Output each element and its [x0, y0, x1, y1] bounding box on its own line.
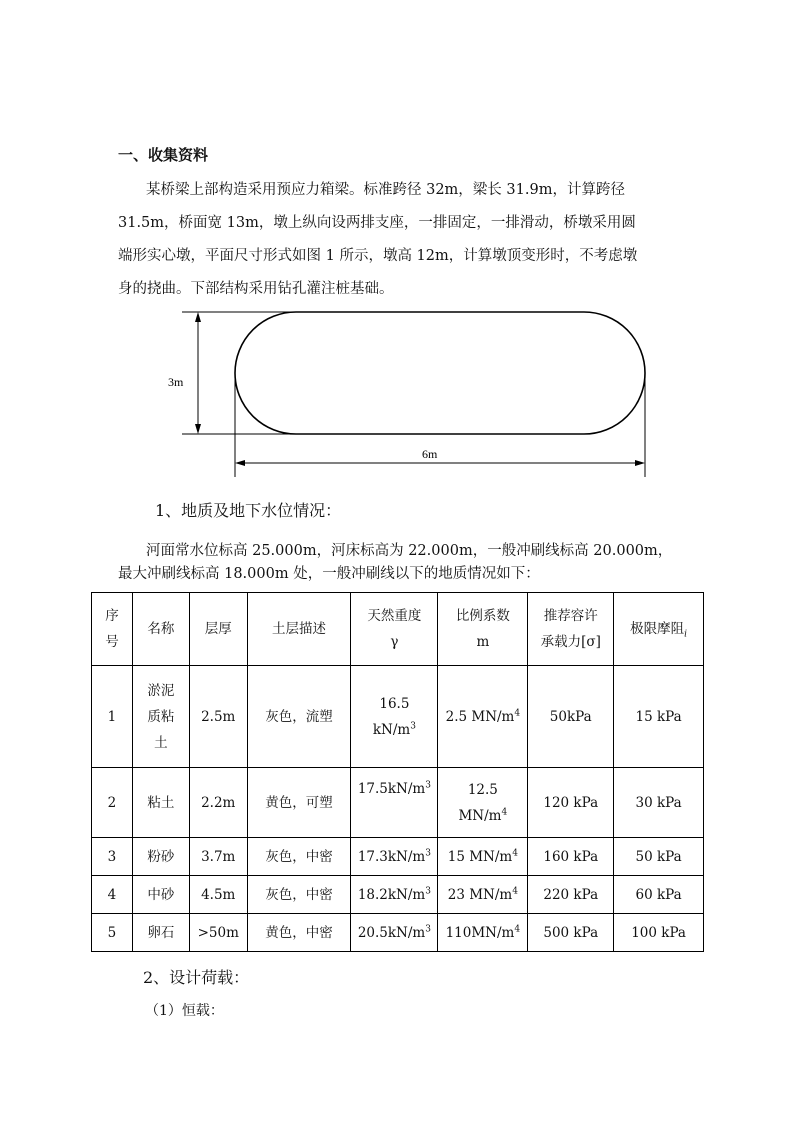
cell-thickness: 4.5m — [189, 876, 247, 914]
cell-name: 粘土 — [132, 768, 189, 838]
cell-description: 灰色，中密 — [247, 876, 351, 914]
water-level-line-2: 最大冲刷线标高 18.000m 处，一般冲刷线以下的地质情况如下： — [118, 566, 540, 582]
cell-unit-weight: $17.3kN/m^3$ — [351, 838, 438, 876]
cell-coefficient: 12.5 $MN/m^4$ — [438, 768, 528, 838]
pier-plan-figure — [160, 300, 660, 485]
cell-thickness: 3.7m — [189, 838, 247, 876]
geology-table — [91, 592, 704, 952]
cell-coefficient: 2.5 $MN/m^4$ — [438, 666, 528, 768]
intro-line-3: 端形实心墩，平面尺寸形式如图 1 所示，墩高 12m，计算墩顶变形时，不考虑墩 — [118, 248, 638, 264]
water-level-paragraph — [118, 535, 698, 591]
height-arrow-bottom — [195, 424, 201, 434]
cell-thickness: 2.5m — [189, 666, 247, 768]
cell-bearing-capacity: 220 kPa — [528, 876, 614, 914]
table-row — [92, 838, 704, 876]
cell-name: 卵石 — [132, 914, 189, 952]
cell-friction: 100 kPa — [614, 914, 704, 952]
cell-friction: 60 kPa — [614, 876, 704, 914]
cell-unit-weight: $17.5kN/m^3$ — [351, 768, 438, 838]
cell-unit-weight: $20.5kN/m^3$ — [351, 914, 438, 952]
height-dimension-label: 3m — [168, 375, 184, 389]
cell-unit-weight: $18.2kN/m^3$ — [351, 876, 438, 914]
header-no: 序 号 — [92, 593, 133, 666]
pier-outline — [235, 312, 645, 434]
cell-bearing-capacity: 120 kPa — [528, 768, 614, 838]
cell-no: 4 — [92, 876, 133, 914]
cell-name: 淤泥 质粘 土 — [132, 666, 189, 768]
intro-line-2: 31.5m，桥面宽 13m，墩上纵向设两排支座，一排固定，一排滑动，桥墩采用圆 — [118, 215, 636, 231]
cell-friction: 50 kPa — [614, 838, 704, 876]
intro-line-4: 身的挠曲。下部结构采用钻孔灌注桩基础。 — [118, 281, 394, 297]
cell-thickness: 2.2m — [189, 768, 247, 838]
cell-thickness: >50m — [189, 914, 247, 952]
cell-bearing-capacity: 160 kPa — [528, 838, 614, 876]
table-row — [92, 666, 704, 768]
cell-coefficient: 23 $MN/m^4$ — [438, 876, 528, 914]
section-title: 一、收集资料 — [118, 146, 209, 164]
header-unit-weight: 天然重度 γ — [351, 593, 438, 666]
subsection-geology-title: 1、地质及地下水位情况： — [155, 501, 342, 520]
table-row — [92, 768, 704, 838]
cell-description: 黄色，中密 — [247, 914, 351, 952]
cell-description: 灰色，流塑 — [247, 666, 351, 768]
width-dimension-label: 6m — [422, 447, 438, 461]
subsection-loads-title: 2、设计荷载： — [143, 968, 250, 987]
width-arrow-left — [235, 460, 245, 466]
intro-line-1: 某桥梁上部构造采用预应力箱梁。标准跨径 32m，梁长 31.9m，计算跨径 — [146, 182, 625, 198]
table-row — [92, 876, 704, 914]
header-thickness: 层厚 — [189, 593, 247, 666]
cell-no: 3 — [92, 838, 133, 876]
header-bearing-capacity: 推荐容许 承载力[σ] — [528, 593, 614, 666]
height-arrow-top — [195, 312, 201, 322]
cell-no: 2 — [92, 768, 133, 838]
cell-name: 粉砂 — [132, 838, 189, 876]
cell-no: 5 — [92, 914, 133, 952]
cell-description: 灰色，中密 — [247, 838, 351, 876]
cell-friction: 30 kPa — [614, 768, 704, 838]
cell-name: 中砂 — [132, 876, 189, 914]
cell-bearing-capacity: 50kPa — [528, 666, 614, 768]
cell-description: 黄色，可塑 — [247, 768, 351, 838]
cell-bearing-capacity: 500 kPa — [528, 914, 614, 952]
cell-coefficient: $110MN/m^4$ — [438, 914, 528, 952]
header-description: 土层描述 — [247, 593, 351, 666]
cell-friction: 15 kPa — [614, 666, 704, 768]
intro-paragraph — [118, 174, 678, 306]
cell-unit-weight: 16.5 $kN/m^3$ — [351, 666, 438, 768]
subsection-dead-load-title: （1）恒载： — [145, 1003, 224, 1019]
cell-coefficient: 15 $MN/m^4$ — [438, 838, 528, 876]
width-arrow-right — [635, 460, 645, 466]
cell-no: 1 — [92, 666, 133, 768]
header-friction: 极限摩阻$_i$ — [614, 593, 704, 666]
header-name: 名称 — [132, 593, 189, 666]
header-coefficient: 比例系数 m — [438, 593, 528, 666]
table-row — [92, 914, 704, 952]
table-header-row — [92, 593, 704, 666]
water-level-line-1: 河面常水位标高 25.000m，河床标高为 22.000m，一般冲刷线标高 20.000m， — [146, 543, 673, 559]
